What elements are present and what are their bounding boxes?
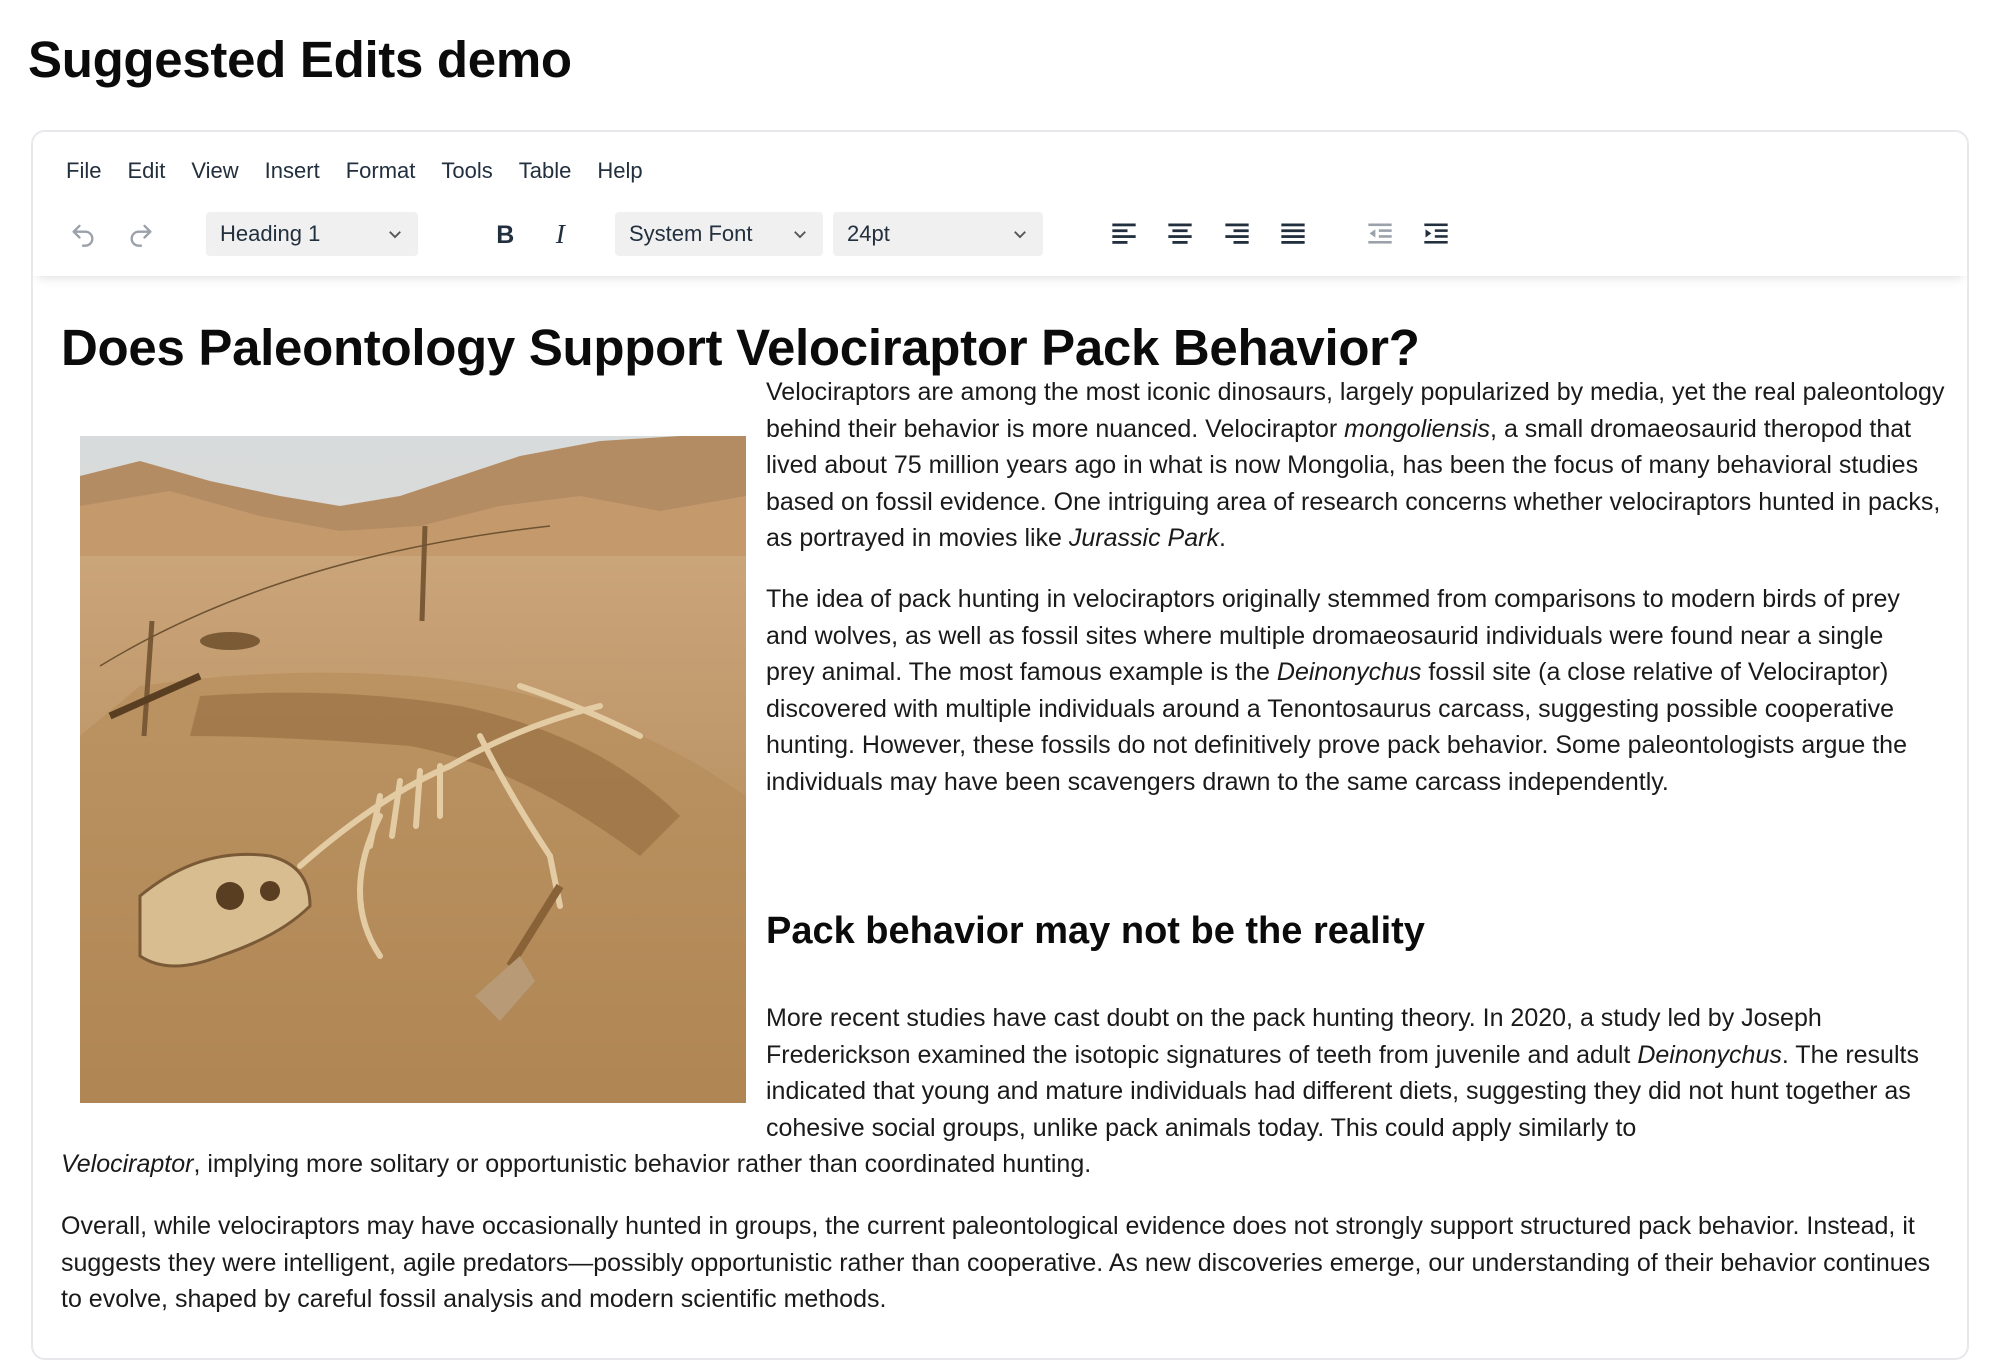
toolbar	[53, 210, 1943, 258]
rich-text-editor	[31, 130, 1969, 1360]
align-left-button[interactable]	[1102, 212, 1146, 256]
document-heading: Does Paleontology Support Velociraptor Pack Behavior?	[61, 319, 1420, 376]
paragraph-2-text-c: fossil site (a close relative of Velociraptor) discovered with multiple individuals around a Tenontosaurus carcass, suggesting possible cooperative hunting. However, these fossils do not definitively prove pack behavior. Some paleontologists argue the individuals may have been scavengers drawn to the same carcass independently.	[766, 658, 1907, 796]
paragraph-1-text-c: , a small dromaeosaurid theropod that lived about 75 million years ago in what is now Mongolia, has been the focus of many behavioral studies based on fossil evidence. One intriguing area of research concerns whether velociraptors hunted in packs, as portrayed in movies like	[766, 414, 1941, 552]
bold-icon	[490, 219, 520, 249]
block-format-select[interactable]	[206, 212, 418, 256]
paragraph-3-text-a: More recent studies have cast doubt on the pack hunting theory. In 2020, a study led by Joseph Frederickson examined the isotopic signatures of teeth from juvenile and adult	[766, 1004, 1822, 1069]
menu-view[interactable]: View	[191, 158, 239, 183]
align-center-icon	[1166, 220, 1194, 248]
paragraph-3-text-c: . The results indicated that young and mature individuals had different diets, suggesting they did not hunt together as cohesive social groups, unlike pack animals today. This could apply similarly to	[766, 1040, 1919, 1142]
editor-header	[33, 132, 1967, 276]
chevron-down-icon	[791, 225, 809, 243]
justify-button[interactable]	[1271, 212, 1315, 256]
font-size-value: 24pt	[847, 221, 890, 246]
fossil-dig-image[interactable]	[80, 436, 746, 1103]
menu-file[interactable]: File	[66, 158, 102, 183]
font-family-value: System Font	[629, 221, 753, 246]
paragraph-2	[766, 581, 1926, 800]
undo-icon	[69, 220, 97, 248]
align-center-button[interactable]	[1158, 212, 1202, 256]
velociraptor-italic: Velociraptor	[61, 1150, 194, 1178]
menu-tools[interactable]: Tools	[441, 158, 493, 183]
outdent-icon	[1366, 220, 1394, 248]
menu-table[interactable]: Table	[518, 158, 572, 183]
paragraph-1	[766, 374, 1946, 557]
align-left-icon	[1110, 220, 1138, 248]
paragraph-3-continued	[61, 1146, 1941, 1183]
outdent-button[interactable]	[1358, 212, 1402, 256]
paragraph-3	[766, 1000, 1941, 1146]
chevron-down-icon	[1011, 225, 1029, 243]
genus-italic-2: Deinonychus	[1637, 1040, 1782, 1069]
redo-button[interactable]	[119, 212, 163, 256]
italic-button[interactable]	[540, 212, 584, 256]
paragraph-2-text-a: The idea of pack hunting in velociraptors originally stemmed from comparisons to modern birds of prey and wolves, as well as fossil sites where multiple dromaeosaurid individuals were found near a single prey animal. The most famous example is the	[766, 585, 1900, 686]
menu-insert[interactable]: Insert	[264, 158, 320, 183]
bold-button[interactable]	[483, 212, 527, 256]
svg-text:I: I	[555, 219, 565, 249]
chevron-down-icon	[386, 225, 404, 243]
svg-text:B: B	[496, 220, 515, 249]
subheading: Pack behavior may not be the reality	[766, 910, 1425, 952]
font-size-select[interactable]	[833, 212, 1043, 256]
paragraph-1-text-a: Velociraptors are among the most iconic dinosaurs, largely popularized by media, yet the real paleontology behind their behavior is more nuanced. Velociraptor	[766, 378, 1945, 443]
paragraph-1-text-e: .	[1218, 524, 1226, 552]
movie-italic: Jurassic Park	[1068, 524, 1219, 552]
paragraph-3-text-e: , implying more solitary or opportunistic behavior rather than coordinated hunting.	[193, 1150, 1092, 1178]
editor-content[interactable]	[33, 276, 1967, 1358]
italic-icon	[547, 219, 577, 249]
menubar	[53, 154, 656, 188]
indent-button[interactable]	[1414, 212, 1458, 256]
align-right-icon	[1223, 220, 1251, 248]
page-title: Suggested Edits demo	[28, 31, 572, 88]
paragraph-4-text: Overall, while velociraptors may have occasionally hunted in groups, the current paleontological evidence does not strongly support structured pack behavior. Instead, it suggests they were intelligent, agile predators—possibly opportunistic rather than cooperative. As new discoveries emerge, our understanding of their behavior continues to evolve, shaped by careful fossil analysis and modern scientific methods.	[61, 1212, 1931, 1313]
redo-icon	[127, 220, 155, 248]
undo-button[interactable]	[61, 212, 105, 256]
indent-icon	[1422, 220, 1450, 248]
align-right-button[interactable]	[1215, 212, 1259, 256]
species-italic: mongoliensis	[1344, 414, 1491, 443]
menu-help[interactable]: Help	[597, 158, 643, 183]
justify-icon	[1279, 220, 1307, 248]
genus-italic: Deinonychus	[1276, 658, 1422, 686]
block-format-value: Heading 1	[220, 221, 321, 246]
menu-edit[interactable]: Edit	[127, 158, 166, 183]
paragraph-4	[61, 1208, 1951, 1318]
menu-format[interactable]: Format	[345, 158, 416, 183]
font-family-select[interactable]	[615, 212, 823, 256]
